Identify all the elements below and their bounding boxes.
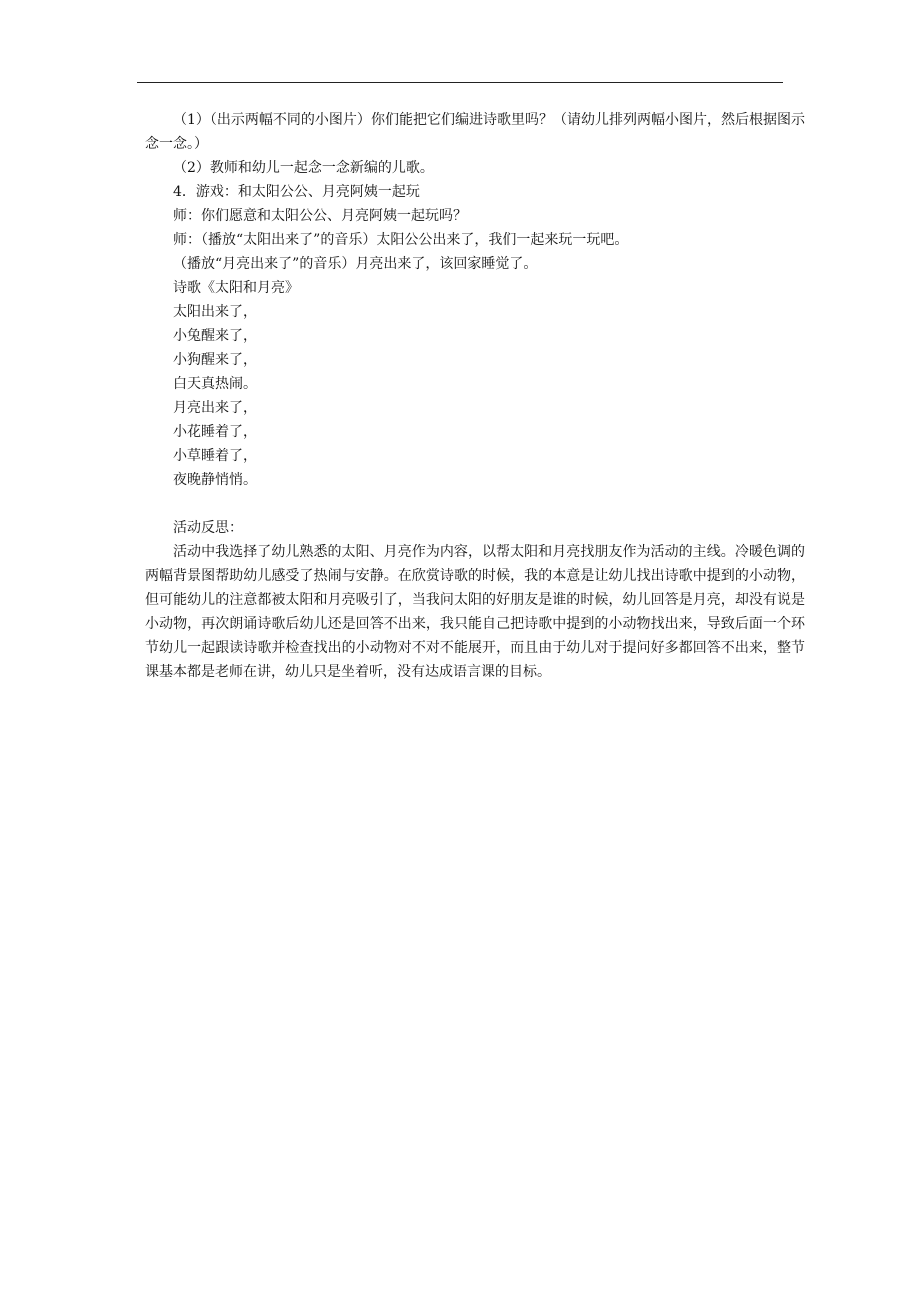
paragraph-game-heading: 4．游戏：和太阳公公、月亮阿姨一起玩 — [173, 184, 420, 200]
paragraph-moon-music: （播放“月亮出来了”的音乐）月亮出来了，该回家睡觉了。 — [173, 256, 538, 272]
header-rule — [137, 82, 783, 83]
poem-title: 诗歌《太阳和月亮》 — [173, 280, 299, 296]
poem-line: 小草睡着了， — [173, 448, 257, 464]
paragraph-step-2: （2）教师和幼儿一起念一念新编的儿歌。 — [173, 160, 434, 176]
poem-line: 太阳出来了， — [173, 304, 257, 320]
poem-line: 小狗醒来了， — [173, 352, 257, 368]
paragraph-teacher-question: 师：你们愿意和太阳公公、月亮阿姨一起玩吗？ — [173, 208, 467, 224]
poem-line: 小兔醒来了， — [173, 328, 257, 344]
poem-line: 小花睡着了， — [173, 424, 257, 440]
reflection-heading: 活动反思： — [173, 520, 243, 536]
paragraph-step-1: （1）（出示两幅不同的小图片）你们能把它们编进诗歌里吗？（请幼儿排列两幅小图片，然后根据图示念一念。） — [145, 112, 805, 152]
paragraph-teacher-sun: 师：（播放“太阳出来了”的音乐）太阳公公出来了，我们一起来玩一玩吧。 — [173, 232, 629, 248]
poem-line: 夜晚静悄悄。 — [173, 472, 257, 488]
poem-line: 白天真热闹。 — [173, 376, 257, 392]
poem-line: 月亮出来了， — [173, 400, 257, 416]
blank-line — [145, 492, 805, 516]
document-body — [145, 108, 805, 684]
reflection-body: 活动中我选择了幼儿熟悉的太阳、月亮作为内容，以帮太阳和月亮找朋友作为活动的主线。冷暖色调的两幅背景图帮助幼儿感受了热闹与安静。在欣赏诗歌的时候，我的本意是让幼儿找出诗歌中提到的小动物，但可能幼儿的注意都被太阳和月亮吸引了，当我问太阳的好朋友是谁的时候，幼儿回答是月亮，却没有说是小动物，再次朗诵诗歌后幼儿还是回答不出来，我只能自己把诗歌中提到的小动物找出来，导致后面一个环节幼儿一起跟读诗歌并检查找出的小动物对不对不能展开，而且由于幼儿对于提问好多都回答不出来，整节课基本都是老师在讲，幼儿只是坐着听，没有达成语言课的目标。 — [145, 544, 805, 680]
